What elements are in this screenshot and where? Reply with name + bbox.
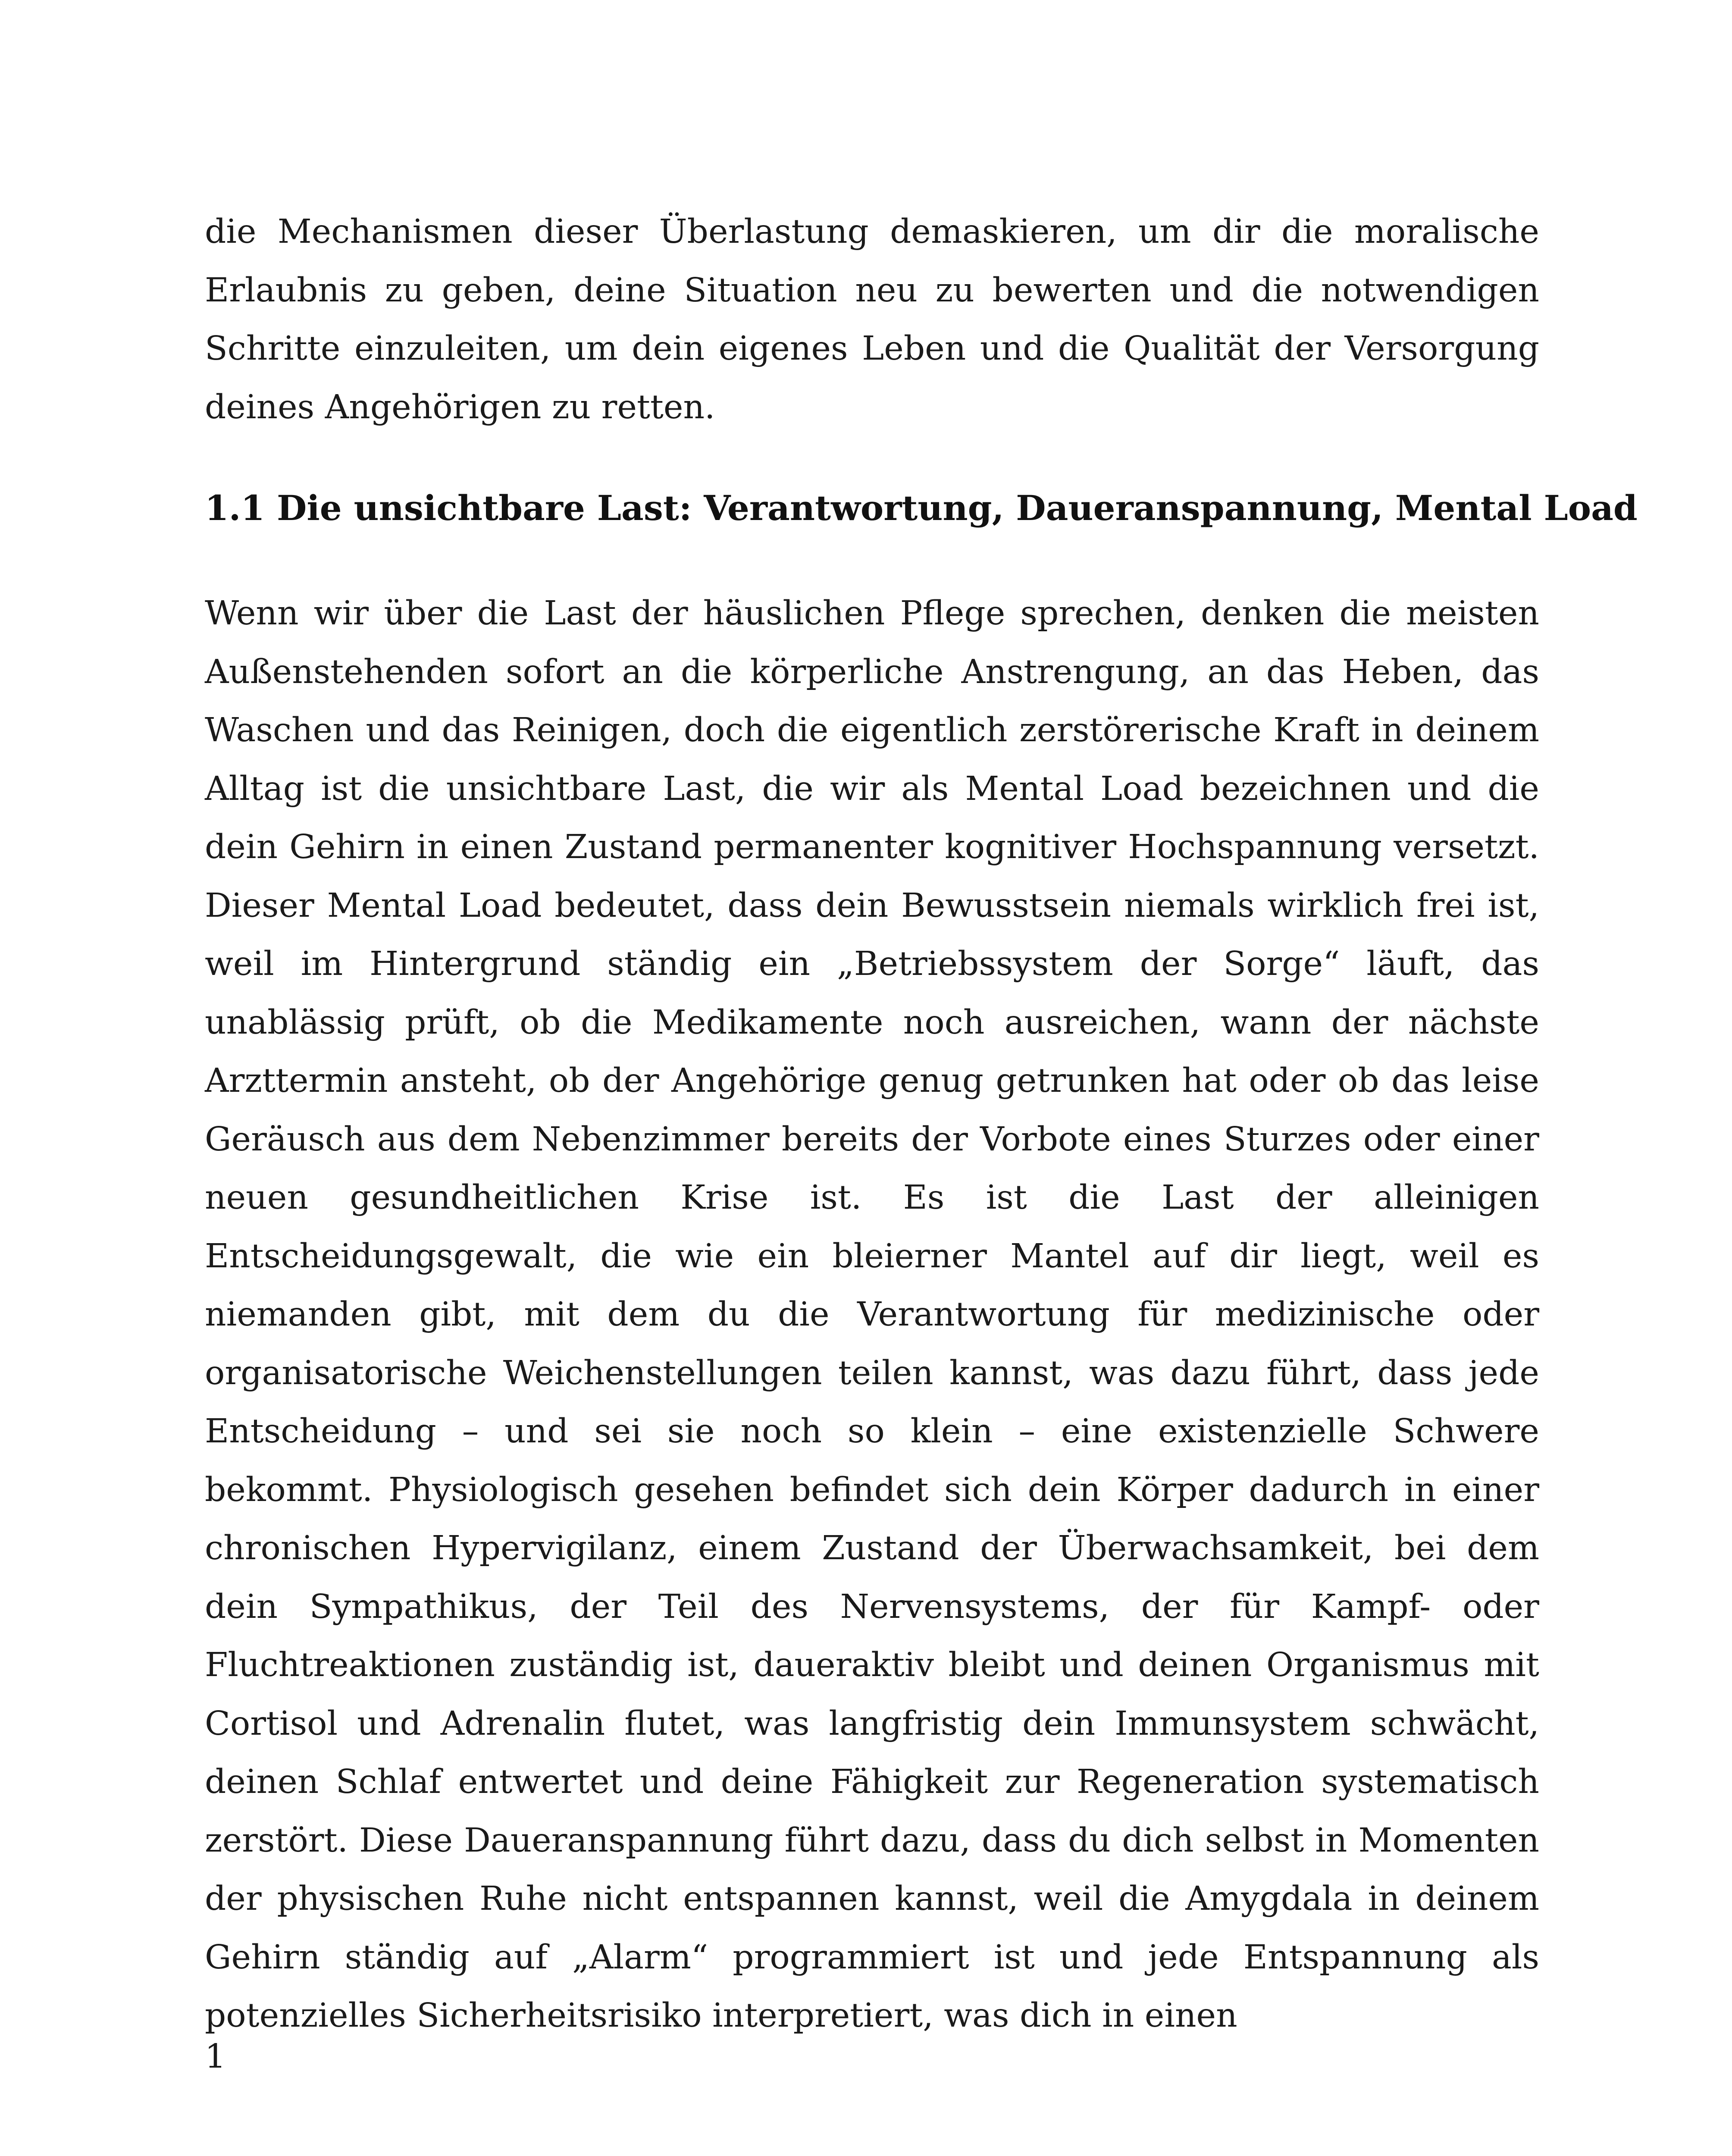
page-number: 1 <box>205 2037 226 2076</box>
intro-paragraph: die Mechanismen dieser Überlastung demaskieren, um dir die moralische Erlaubnis zu geben, deine Situation neu zu bewerten und die notwendigen Schritte einzuleiten, um dein eigenes Leben und die Qualität der Versorgung deines Angehörigen zu retten. <box>205 213 1539 426</box>
body-paragraph: Wenn wir über die Last der häuslichen Pflege sprechen, denken die meisten Außenstehenden sofort an die körperliche Anstrengung, an das Heben, das Waschen und das Reinigen, doch die eigentlich zerstörerische Kraft in deinem Alltag ist die unsichtbare Last, die wir als Mental Load bezeichnen und die dein Gehirn in einen Zustand permanenter kognitiver Hochspannung versetzt. Dieser Mental Load bedeutet, dass dein Bewusstsein niemals wirklich frei ist, weil im Hintergrund ständig ein „Betriebssystem der Sorge“ läuft, das unablässig prüft, ob die Medikamente noch ausreichen, wann der nächste Arzttermin ansteht, ob der Angehörige genug getrunken hat oder ob das leise Geräusch aus dem Nebenzimmer bereits der Vorbote eines Sturzes oder einer neuen gesundheitlichen Krise ist. Es ist die Last der alleinigen Entscheidungsgewalt, die wie ein bleierner Mantel auf dir liegt, weil es niemanden gibt, mit dem du die Verantwortung für medizinische oder organisatorische Weichenstellungen teilen kannst, was dazu führt, dass jede Entscheidung – und sei sie noch so klein – eine existenzielle Schwere bekommt. Physiologisch gesehen befindet sich dein Körper dadurch in einer chronischen Hypervigilanz, einem Zustand der Überwachsamkeit, bei dem dein Sympathikus, der Teil des Nervensystems, der für Kampf- oder Fluchtreaktionen zuständig ist, daueraktiv bleibt und deinen Organismus mit Cortisol und Adrenalin flutet, was langfristig dein Immunsystem schwächt, deinen Schlaf entwertet und deine Fähigkeit zur Regeneration systematisch zerstört. Diese Daueranspannung führt dazu, dass du dich selbst in Momenten der physischen Ruhe nicht entspannen kannst, weil die Amygdala in deinem Gehirn ständig auf „Alarm“ programmiert ist und jede Entspannung als potenzielles Sicherheitsrisiko interpretiert, was dich in einen <box>205 594 1539 2035</box>
section-heading: 1.1 Die unsichtbare Last: Verantwortung, Daueranspannung, Mental Load <box>205 488 1638 528</box>
